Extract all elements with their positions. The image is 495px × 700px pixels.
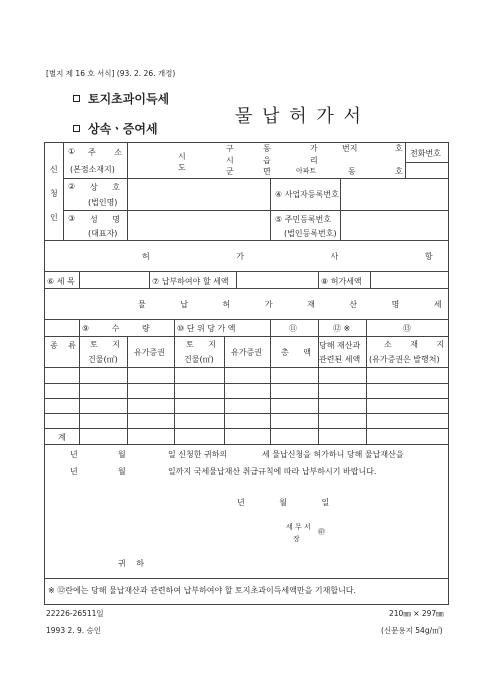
price-securities-label: 유가증권 xyxy=(231,348,262,357)
permit-amount-field[interactable] xyxy=(371,272,448,287)
address-part-ga: 가 xyxy=(310,144,318,153)
representative-num: ③ xyxy=(68,214,76,223)
recipient-label: 귀 하 xyxy=(118,559,148,568)
address-part-ho: 호 xyxy=(395,144,403,153)
total-row-label: 계 xyxy=(58,433,66,442)
tax-item-label: ⑥ 세 목 xyxy=(47,277,75,286)
col-related-label-1: 당해 재산과 xyxy=(319,341,361,350)
business-number-label: ④ 사업자등록번호 xyxy=(275,190,339,199)
qty-building-label: 건물(㎡) xyxy=(88,355,118,364)
business-number-field[interactable] xyxy=(341,179,448,209)
address-part-si: 시 xyxy=(178,152,186,161)
representative-label: 성 명 xyxy=(90,215,126,224)
applicant-side-label-3: 인 xyxy=(50,213,58,222)
official-seal: ㊞ xyxy=(318,528,325,536)
address-sub-label: (본점소재지) xyxy=(70,165,115,174)
name-sub-label: (법인명) xyxy=(88,198,118,207)
body-line2-year: 년 xyxy=(70,467,78,476)
tax-amount-field[interactable] xyxy=(237,272,317,287)
col-total-num: ⑪ xyxy=(289,324,297,333)
address-part-apt: 아파트 xyxy=(296,167,317,175)
body-line1-year: 년 xyxy=(70,450,78,459)
applicant-side-label-2: 청 xyxy=(50,189,58,198)
permit-heading: 허 가 사 항 xyxy=(142,252,475,261)
address-part-ho2: 호 xyxy=(395,167,403,176)
approval-date: 1993 2. 9. 승인 xyxy=(46,626,102,635)
address-part-dong: 동 xyxy=(263,144,271,153)
tax-amount-label: ⑦ 납부하여야 할 세액 xyxy=(152,277,229,286)
address-part-ri: 리 xyxy=(310,156,318,165)
permit-amount-label: ⑧ 허가세액 xyxy=(321,277,362,286)
address-part-eup: 읍 xyxy=(263,156,271,165)
col-type: 종 류 xyxy=(50,341,80,350)
price-building-label: 건물(㎡) xyxy=(184,355,214,364)
qty-securities-label: 유가증권 xyxy=(134,348,165,357)
col-unit-price: ⑩ 단 위 당 가 액 xyxy=(177,324,236,333)
address-part-beonji: 번지 xyxy=(342,144,358,153)
table-row[interactable] xyxy=(45,384,448,397)
applicant-side-label-1: 신 xyxy=(50,165,58,174)
body-line2-text: 일까지 국세물납재산 취급규칙에 따라 납부하시기 바랍니다. xyxy=(168,467,377,476)
tax-item-field[interactable] xyxy=(80,272,148,287)
page-title: 물 납 허 가 서 xyxy=(235,106,363,127)
resident-number-field[interactable] xyxy=(341,211,448,239)
tax-option-1-checkbox[interactable] xyxy=(73,95,80,102)
col-related-label-2: 관련된 세액 xyxy=(319,355,361,364)
detail-heading: 물 납 허 가 재 산 명 세 xyxy=(138,300,458,309)
tax-office-head: 장 xyxy=(293,535,300,543)
address-num: ① xyxy=(68,147,76,156)
phone-field[interactable] xyxy=(406,163,448,177)
paper-type: (신문용지 54g/㎡) xyxy=(381,626,443,635)
address-part-apt-dong: 동 xyxy=(348,167,356,176)
address-part-myeon: 면 xyxy=(263,167,271,176)
qty-land-label: 토 지 xyxy=(90,340,126,349)
body-line1-month: 월 xyxy=(118,450,126,459)
address-label: 주 소 xyxy=(88,148,130,157)
footnote: ※ ⑫란에는 당해 물납재산과 관련하여 납부하여야 할 토지초과이득세액만을 기재합니다. xyxy=(48,586,357,595)
address-part-gu: 구 xyxy=(226,144,234,153)
company-name-field[interactable] xyxy=(128,179,269,209)
form-code: 22226-26511일 xyxy=(46,609,104,618)
phone-label: 전화번호 xyxy=(410,149,441,158)
issue-date: 년 월 일 xyxy=(237,498,346,507)
body-line1-text: 일 신청한 귀하의 xyxy=(168,450,228,459)
tax-option-1-label: 토지초과이득세 xyxy=(88,92,170,106)
name-num: ② xyxy=(68,182,76,191)
col-related-num: ⑫ ※ xyxy=(333,324,351,333)
col-location-sub: (유가증권은 발행처) xyxy=(369,355,440,364)
col-total-label: 총 액 xyxy=(281,348,317,357)
col-quantity: ⑨ 수 량 xyxy=(82,324,160,333)
resident-number-label: ⑤ 주민등록번호 xyxy=(275,215,332,224)
address-part-do: 도 xyxy=(178,163,186,172)
tax-option-2-checkbox[interactable] xyxy=(73,125,80,132)
table-row[interactable] xyxy=(45,399,448,412)
address-part-si2: 시 xyxy=(226,156,234,165)
name-label: 상 호 xyxy=(90,183,126,192)
address-part-gun: 군 xyxy=(226,167,234,176)
col-location-num: ⑬ xyxy=(403,324,411,333)
representative-name-field[interactable] xyxy=(128,211,269,239)
table-row[interactable] xyxy=(45,368,448,382)
body-line2-month: 월 xyxy=(118,467,126,476)
paper-size: 210㎜ × 297㎜ xyxy=(389,609,444,618)
representative-sub-label: (대표자) xyxy=(88,229,118,238)
table-row[interactable] xyxy=(45,414,448,427)
form-number: [별지 제 16 호 서식] (93. 2. 26. 개정) xyxy=(46,69,176,78)
price-land-label: 토 지 xyxy=(186,340,222,349)
tax-option-2-label: 상속ㆍ증여세 xyxy=(88,122,158,136)
resident-number-sub-label: (법인등록번호) xyxy=(284,229,337,238)
body-line1-text2: 세 물납신청을 허가하니 당해 물납재산을 xyxy=(262,450,404,459)
tax-office-name: 세 무 서 xyxy=(286,523,311,531)
col-location-label: 소 재 지 xyxy=(384,340,453,349)
